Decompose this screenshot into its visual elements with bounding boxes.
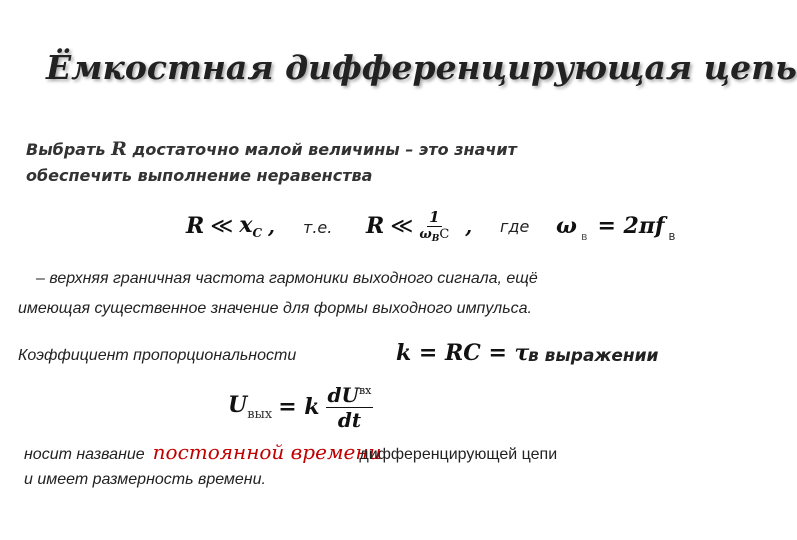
text1-line1: – верхняя граничная частота гармоники выходного сигнала, ещё bbox=[36, 270, 538, 287]
omega-symbol: ω bbox=[556, 213, 577, 239]
output-voltage-formula bbox=[228, 380, 373, 434]
time-constant-highlight: постоянной времени bbox=[152, 440, 382, 464]
symbol-r: R bbox=[111, 138, 127, 160]
formula-x-sub: C bbox=[252, 226, 263, 240]
formula-comma-2: , bbox=[465, 214, 473, 238]
page-title: Ёмкостная дифференцирующая цепь bbox=[46, 48, 797, 87]
den-omega: ω bbox=[419, 227, 432, 242]
te-label: т.е. bbox=[303, 218, 333, 237]
f-sub: в bbox=[668, 229, 676, 243]
coef-suffix: в выражении bbox=[528, 346, 659, 366]
intro-text bbox=[26, 136, 517, 189]
du-symbol: dU bbox=[327, 382, 359, 407]
text2-prefix: носит название bbox=[24, 446, 145, 463]
text2-line1 bbox=[24, 440, 557, 468]
text2-line2: и имеет размерность времени. bbox=[24, 471, 266, 488]
omega-formula bbox=[556, 206, 675, 246]
inequality-formula-2 bbox=[366, 202, 472, 250]
fraction-denominator bbox=[419, 227, 449, 244]
text1-line2: имеющая существенное значение для формы выходного импульса. bbox=[18, 300, 532, 317]
intro-prefix: Выбрать bbox=[26, 140, 106, 159]
fraction-one-over-omega-c bbox=[419, 208, 449, 244]
fraction-numerator: 1 bbox=[429, 208, 440, 226]
two-pi-f: = 2πf bbox=[597, 213, 665, 239]
u-out-sub: вых bbox=[247, 407, 273, 422]
derivative-fraction bbox=[326, 383, 374, 432]
coef-formula: k = RC = τ bbox=[396, 340, 530, 366]
intro-suffix: достаточно малой величины – это значит bbox=[132, 140, 517, 159]
much-less-sign: ≪ bbox=[210, 213, 234, 239]
inequality-formula bbox=[186, 206, 275, 246]
u-out-symbol: U bbox=[228, 392, 248, 418]
formula-r-2: R bbox=[366, 213, 385, 239]
derivative-numerator bbox=[326, 383, 374, 408]
intro-line-2: обеспечить выполнение неравенства bbox=[26, 166, 373, 185]
much-less-sign-2: ≪ bbox=[390, 213, 414, 239]
formula-x: x bbox=[239, 212, 253, 238]
formula-comma: , bbox=[268, 214, 275, 238]
u-out bbox=[228, 392, 272, 422]
intro-line-1 bbox=[26, 136, 517, 163]
formula-r: R bbox=[186, 213, 205, 239]
den-omega-sub: В bbox=[431, 234, 440, 244]
du-sub: вх bbox=[358, 383, 372, 397]
text2-suffix: дифференцирующей цепи bbox=[359, 446, 558, 463]
derivative-denominator: dt bbox=[337, 407, 362, 432]
omega-sub: в bbox=[580, 229, 588, 243]
coef-label: Коэффициент пропорциональности bbox=[18, 347, 297, 364]
equals-k: = k bbox=[278, 394, 320, 420]
where-label: где bbox=[500, 217, 530, 236]
formula-xc bbox=[239, 212, 262, 240]
den-c: C bbox=[439, 227, 450, 242]
